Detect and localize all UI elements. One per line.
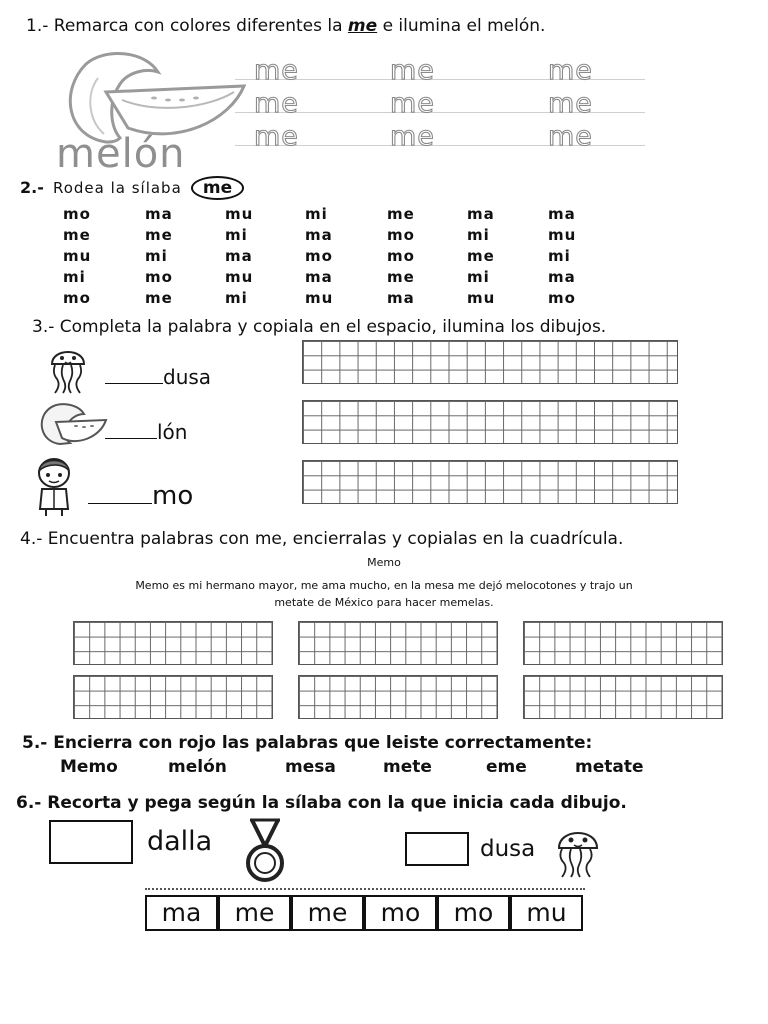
trace-me[interactable]: me: [390, 55, 435, 86]
exercise-number: 1.-: [26, 16, 49, 36]
syllable-cell[interactable]: mu: [63, 247, 92, 265]
syllable-cell[interactable]: mo: [387, 247, 415, 265]
melon-word: melón: [56, 131, 186, 177]
trace-me[interactable]: me: [548, 121, 593, 152]
copy-grid[interactable]: [523, 675, 723, 719]
cutout-syllable[interactable]: ma: [145, 895, 218, 931]
word-suffix: mo: [152, 481, 194, 511]
read-word[interactable]: mesa: [285, 757, 336, 777]
copy-grid[interactable]: [298, 621, 498, 665]
word-suffix: dusa: [163, 365, 212, 389]
jellyfish-icon: [549, 822, 607, 880]
syllable-cell[interactable]: ma: [145, 205, 173, 223]
read-word[interactable]: Memo: [60, 757, 118, 777]
medal-icon: [242, 816, 288, 886]
syllable-cell[interactable]: ma: [467, 205, 495, 223]
syllable-cell[interactable]: ma: [305, 268, 333, 286]
cutout-syllable[interactable]: me: [291, 895, 364, 931]
syllable-cell[interactable]: me: [145, 226, 173, 244]
word-suffix: lón: [157, 420, 188, 444]
copy-grid[interactable]: [73, 621, 273, 665]
blank-line[interactable]: [105, 438, 157, 439]
melon-icon: [36, 402, 110, 446]
copy-grid[interactable]: [302, 460, 678, 504]
cutout-syllable[interactable]: me: [218, 895, 291, 931]
blank-line[interactable]: [88, 503, 152, 504]
exercise-3-instruction: 3.- Completa la palabra y copiala en el espacio, ilumina los dibujos.: [32, 317, 607, 337]
word-suffix: dusa: [480, 836, 536, 862]
exercise-6-instruction: 6.- Recorta y pega según la sílaba con la que inicia cada dibujo.: [16, 793, 627, 813]
syllable-cell[interactable]: me: [387, 268, 415, 286]
word-suffix: dalla: [147, 826, 213, 857]
copy-grid[interactable]: [523, 621, 723, 665]
syllable-cell[interactable]: mo: [63, 289, 91, 307]
syllable-cell[interactable]: mu: [548, 226, 577, 244]
cutout-syllable-strip: [145, 895, 583, 931]
instruction-text: e ilumina el melón.: [382, 16, 546, 36]
read-word[interactable]: mete: [383, 757, 432, 777]
copy-grid[interactable]: [302, 340, 678, 384]
fill-word-3[interactable]: [88, 481, 193, 511]
cutout-syllable[interactable]: mu: [510, 895, 583, 931]
exercise-number: 2.-: [20, 178, 44, 197]
exercise-5-instruction: 5.- Encierra con rojo las palabras que leiste correctamente:: [22, 733, 593, 753]
syllable-cell[interactable]: ma: [305, 226, 333, 244]
syllable-cell[interactable]: mu: [467, 289, 496, 307]
syllable-cell[interactable]: mi: [63, 268, 86, 286]
boy-icon: [32, 455, 76, 517]
story-title: Memo: [367, 556, 401, 569]
story-line: Memo es mi hermano mayor, me ama mucho, en la mesa me dejó melocotones y trajo un: [135, 579, 633, 592]
syllable-cell[interactable]: ma: [548, 205, 576, 223]
copy-grid[interactable]: [73, 675, 273, 719]
syllable-cell[interactable]: ma: [387, 289, 415, 307]
fill-word-2[interactable]: [105, 420, 187, 444]
exercise-4-instruction: 4.- Encuentra palabras con me, encierralas y copialas en la cuadrícula.: [20, 529, 624, 549]
trace-me[interactable]: me: [548, 88, 593, 119]
trace-me[interactable]: me: [254, 88, 299, 119]
syllable-cell[interactable]: mi: [467, 226, 490, 244]
syllable-cell[interactable]: me: [145, 289, 173, 307]
read-word[interactable]: eme: [486, 757, 527, 777]
syllable-cell[interactable]: mo: [145, 268, 173, 286]
syllable-cell[interactable]: mo: [387, 226, 415, 244]
syllable-cell[interactable]: me: [467, 247, 495, 265]
highlight-syllable: me: [347, 16, 378, 36]
syllable-cell[interactable]: mi: [467, 268, 490, 286]
copy-grid[interactable]: [302, 400, 678, 444]
trace-me[interactable]: me: [390, 88, 435, 119]
syllable-cell[interactable]: mu: [225, 205, 254, 223]
syllable-cell[interactable]: mi: [548, 247, 571, 265]
instruction-text: Remarca con colores diferentes la: [53, 16, 343, 36]
syllable-cell[interactable]: ma: [225, 247, 253, 265]
syllable-cell[interactable]: ma: [548, 268, 576, 286]
syllable-cell[interactable]: mu: [305, 289, 334, 307]
paste-box[interactable]: [405, 832, 469, 866]
syllable-cell[interactable]: mi: [225, 226, 248, 244]
syllable-cell[interactable]: mu: [225, 268, 254, 286]
cutout-syllable[interactable]: mo: [364, 895, 437, 931]
instruction-text: Rodea la sílaba: [52, 179, 182, 197]
trace-me[interactable]: me: [254, 121, 299, 152]
trace-me[interactable]: me: [254, 55, 299, 86]
syllable-cell[interactable]: mi: [225, 289, 248, 307]
jellyfish-icon: [40, 340, 96, 396]
syllable-cell[interactable]: me: [63, 226, 91, 244]
syllable-cell[interactable]: mo: [305, 247, 333, 265]
syllable-cell[interactable]: me: [387, 205, 415, 223]
copy-grid[interactable]: [298, 675, 498, 719]
target-syllable-circle: me: [191, 176, 244, 200]
cut-line: [145, 888, 585, 890]
syllable-cell[interactable]: mi: [305, 205, 328, 223]
read-word[interactable]: metate: [575, 757, 644, 777]
cutout-syllable[interactable]: mo: [437, 895, 510, 931]
syllable-cell[interactable]: mo: [548, 289, 576, 307]
trace-me[interactable]: me: [390, 121, 435, 152]
read-word[interactable]: melón: [168, 757, 227, 777]
blank-line[interactable]: [105, 383, 163, 384]
syllable-grid: [0, 0, 768, 320]
syllable-cell[interactable]: mi: [145, 247, 168, 265]
paste-box[interactable]: [49, 820, 133, 864]
fill-word-1[interactable]: [105, 365, 211, 389]
story-line: metate de México para hacer memelas.: [274, 596, 494, 609]
trace-me[interactable]: me: [548, 55, 593, 86]
syllable-cell[interactable]: mo: [63, 205, 91, 223]
